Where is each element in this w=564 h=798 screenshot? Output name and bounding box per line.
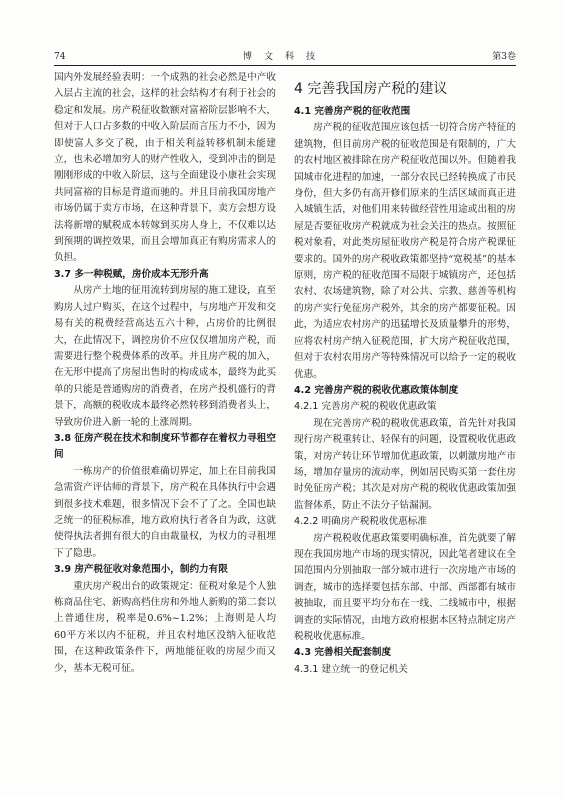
page-number: 74 (54, 52, 66, 62)
section-heading-4-2-2: 4.2.2 明确房产税税收优惠标准 (294, 516, 427, 528)
section-heading-3-9: 3.9 房产税征收对象范围小，制约力有限 (54, 564, 228, 576)
running-header (54, 50, 516, 64)
paragraph: 房产税的征收范围应该包括一切符合房产特征的建筑物，但目前房产税的征收范围是有限制的，广大的农村地区被排除在房产税征收范围以外。但随着我国城市化进程的加速，一部分农民已经转换成了市民身份，但大多仍有高开修们原来的生活区域而真正进入城镇生活，对他们用来转做经营性用途或出租的房屋是否要征收房产税就成为社会关注的热点。按照征税对象看，对此类房屋征收房产税是符合房产税课征要求的。国外的房产税收政策都坚持“宽税基”的基本原则，房产税的征收范围不局限于城镇房产，还包括农村、农场建筑物，除了对公共、宗教、慈善等机构的房产实行免征房产税外，其余的房产都要征税。因此，为适应农村房产的迅猛增长及质量攀升的形势，应将农村房产纳入征税范围，扩大房产税征收范围，但对于农村农用房产等特殊情况可以给予一定的税收优惠。 (294, 122, 516, 380)
paragraph: 国内外发展经验表明：一个成熟的社会必然是中产收入层占主流的社会，这样的社会结构才有利于社会的稳定和发展。房产税征收数额对富裕阶层影响不大，但对于人口占多数的中收入阶层而言压力不小，因为即使富人多交了税，由于相关利益转移机制未能建立，也未必增加穷人的财产性收入，受到冲击的倒是刚刚形成的中收入阶层，这与全面建设小康社会实现共同富裕的目标是背道而驰的。并且目前我国房地产市场仍属于卖方市场，在这种背景下，卖方会想方设法将新增的赋税成本转嫁到买房人身上，不仅难以达到预期的调控效果，而且会增加真正有购房需求人的负担。 (54, 72, 276, 264)
volume-label: 第3卷 (492, 52, 516, 62)
paragraph: 房产税税收优惠政策要明确标准，首先就要了解现在我国房地产市场的现实情况，因此笔者建议在全国范围内分别抽取一部分城市进行一次房地产市场的调查，城市的选择要包括东部、中部、西部都有城市被抽取，而且要平均分布在一线、二线城市中，根据调查的实际情况，由地方政府根据本区特点制定房产税税收优惠标准。 (294, 532, 516, 642)
journal-name: 博文科技 (242, 52, 327, 62)
left-column (54, 70, 276, 677)
header-rule (54, 65, 516, 66)
paragraph: 重庆房产税出台的政策规定：征税对象是个人独栋商品住宅、新购高档住房和外地人新购的第二套以上普通住房，税率是0.6%~1.2%；上海则是人均60平方米以内不征税，并且农村地区没纳入征收范围，在这种政策条件下，两地能征收的房屋少而又少，基本无税可征。 (54, 580, 276, 674)
section-heading-4-2: 4.2 完善房产税的税收优惠政策体制度 (294, 384, 459, 396)
section-heading-4-3-1: 4.3.1 建立统一的登记机关 (294, 663, 408, 675)
section-heading-4-3: 4.3 完善相关配套制度 (294, 647, 392, 659)
section-heading-3-8: 3.8 征房产税在技术和制度环节都存在着权力寻租空间 (54, 432, 276, 461)
section-heading-3-7: 3.7 多一种税赋，房价成本无形升高 (54, 268, 209, 280)
right-column (294, 70, 516, 678)
section-heading-4-1: 4.1 完善房产税的征收范围 (294, 106, 411, 117)
section-heading-4: 4 完善我国房产税的建议 (294, 81, 448, 97)
paragraph: 现在完善房产税的税收优惠政策，首先针对我国现行房产税重转让、轻保有的问题，设置税收优惠政策，对房产转让环节增加优惠政策，以刺激房地产市场，增加存量房的流动率，例如居民购买第一套住房时免征房产税；其次是对房产税的税收优惠政策加强监督体系，防止不法分子钻漏洞。 (294, 417, 516, 511)
section-heading-4-2-1: 4.2.1 完善房产税的税收优惠政策 (294, 401, 437, 413)
paragraph: 从房产土地的征用流转到房屋的施工建设，直至购房人过户购买，在这个过程中，与房地产开发和交易有关的税费经营高达五六十种，占房价的比例很大，在此情况下，调控房价不应仅仅增加房产税，而需要进行整个税费体系的改革。并且房产税的加入，在无形中提高了房屋出售时的构成成本，最终为此买单的只能是普通购房的消费者，在房产投机盛行的背景下，高额的税收成本最终必然转移到消费者头上，导致房价进入新一轮的上涨周期。 (54, 285, 276, 428)
paragraph: 一栋房产的价值很难确切界定，加上在目前我国急需资产评估师的背景下，房产税在具体执行中会遇到很多技术难题，很多情况下会不了了之。全国也缺乏统一的征税标准，地方政府执行者各自为政，这就使得执法者拥有很大的自由裁量权，为权力的寻租埋下了隐患。 (54, 465, 276, 559)
